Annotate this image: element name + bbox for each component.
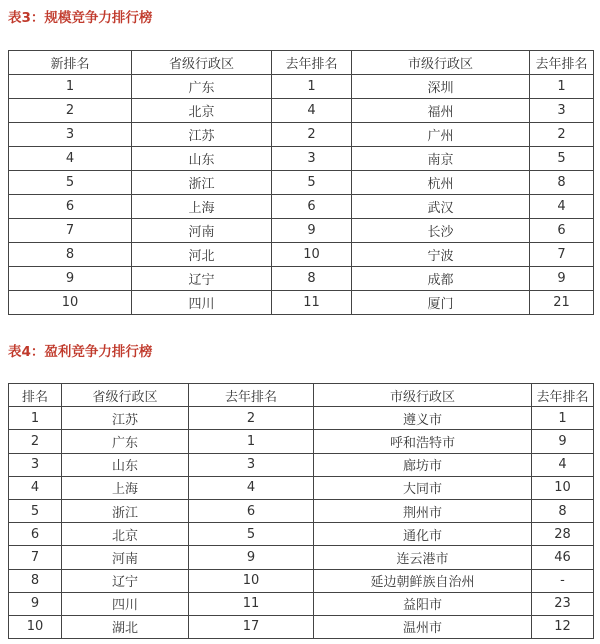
province-cell: 北京 [62, 523, 189, 546]
city-cell: 深圳 [352, 75, 530, 99]
province-cell: 河北 [132, 243, 272, 267]
last-year-rank-cell: 6 [530, 219, 594, 243]
province-cell: 江苏 [62, 407, 189, 430]
rank-cell: 3 [9, 123, 132, 147]
rank-cell: 9 [9, 267, 132, 291]
table-row [9, 476, 594, 499]
table-row [9, 219, 594, 243]
last-year-rank-cell: 4 [532, 453, 594, 476]
last-year-rank-cell: 7 [530, 243, 594, 267]
table-row [9, 75, 594, 99]
province-cell: 江苏 [132, 123, 272, 147]
city-cell: 武汉 [352, 195, 530, 219]
last-year-rank-cell: 9 [189, 546, 314, 569]
rank-cell: 5 [9, 171, 132, 195]
province-cell: 河南 [62, 546, 189, 569]
rank-cell: 1 [9, 75, 132, 99]
last-year-rank-cell: 5 [189, 523, 314, 546]
province-cell: 四川 [132, 291, 272, 315]
last-year-rank-cell: 11 [189, 592, 314, 615]
last-year-rank-cell: 2 [530, 123, 594, 147]
city-cell: 福州 [352, 99, 530, 123]
table-row [9, 546, 594, 569]
rank-cell: 10 [9, 291, 132, 315]
last-year-rank-cell: 4 [189, 476, 314, 499]
city-cell: 连云港市 [314, 546, 532, 569]
table-row [9, 430, 594, 453]
header-last-year-rank: 去年排名 [530, 51, 594, 75]
table-row [9, 291, 594, 315]
rank-cell: 2 [9, 430, 62, 453]
province-cell: 广东 [62, 430, 189, 453]
province-cell: 河南 [132, 219, 272, 243]
last-year-rank-cell: 6 [272, 195, 352, 219]
header-city: 市级行政区 [314, 384, 532, 407]
last-year-rank-cell: 28 [532, 523, 594, 546]
table-row [9, 453, 594, 476]
city-cell: 延边朝鲜族自治州 [314, 569, 532, 592]
province-cell: 上海 [62, 476, 189, 499]
city-cell: 厦门 [352, 291, 530, 315]
header-rank: 排名 [9, 384, 62, 407]
last-year-rank-cell: 3 [272, 147, 352, 171]
header-last-year-rank: 去年排名 [272, 51, 352, 75]
table-row [9, 523, 594, 546]
province-cell: 湖北 [62, 615, 189, 638]
city-cell: 宁波 [352, 243, 530, 267]
last-year-rank-cell: 10 [272, 243, 352, 267]
province-cell: 北京 [132, 99, 272, 123]
last-year-rank-cell: 5 [272, 171, 352, 195]
last-year-rank-cell: 46 [532, 546, 594, 569]
city-cell: 长沙 [352, 219, 530, 243]
header-city: 市级行政区 [352, 51, 530, 75]
last-year-rank-cell: 5 [530, 147, 594, 171]
profit-competitiveness-table [8, 383, 594, 639]
table-row [9, 99, 594, 123]
rank-cell: 3 [9, 453, 62, 476]
province-cell: 四川 [62, 592, 189, 615]
table-header-row [9, 384, 594, 407]
city-cell: 杭州 [352, 171, 530, 195]
last-year-rank-cell: 10 [532, 476, 594, 499]
last-year-rank-cell: 1 [532, 407, 594, 430]
last-year-rank-cell: 8 [272, 267, 352, 291]
rank-cell: 4 [9, 476, 62, 499]
province-cell: 上海 [132, 195, 272, 219]
province-cell: 辽宁 [62, 569, 189, 592]
table-row [9, 615, 594, 638]
city-cell: 温州市 [314, 615, 532, 638]
last-year-rank-cell: 4 [530, 195, 594, 219]
table-row [9, 499, 594, 522]
table3-title: 表3：规模竞争力排行榜 [8, 10, 153, 26]
table-row [9, 195, 594, 219]
province-cell: 广东 [132, 75, 272, 99]
province-cell: 浙江 [132, 171, 272, 195]
last-year-rank-cell: 9 [272, 219, 352, 243]
rank-cell: 6 [9, 195, 132, 219]
city-cell: 廊坊市 [314, 453, 532, 476]
last-year-rank-cell: 11 [272, 291, 352, 315]
city-cell: 呼和浩特市 [314, 430, 532, 453]
province-cell: 山东 [62, 453, 189, 476]
rank-cell: 2 [9, 99, 132, 123]
last-year-rank-cell: 6 [189, 499, 314, 522]
table-row [9, 267, 594, 291]
table-row [9, 147, 594, 171]
table-row [9, 123, 594, 147]
city-cell: 广州 [352, 123, 530, 147]
city-cell: 遵义市 [314, 407, 532, 430]
rank-cell: 6 [9, 523, 62, 546]
last-year-rank-cell: 3 [189, 453, 314, 476]
rank-cell: 8 [9, 243, 132, 267]
last-year-rank-cell: 1 [530, 75, 594, 99]
table-row [9, 407, 594, 430]
last-year-rank-cell: 12 [532, 615, 594, 638]
last-year-rank-cell: 8 [530, 171, 594, 195]
last-year-rank-cell: 9 [532, 430, 594, 453]
rank-cell: 4 [9, 147, 132, 171]
last-year-rank-cell: 4 [272, 99, 352, 123]
header-last-year-rank: 去年排名 [532, 384, 594, 407]
province-cell: 辽宁 [132, 267, 272, 291]
last-year-rank-cell: 10 [189, 569, 314, 592]
scale-competitiveness-table [8, 50, 594, 315]
last-year-rank-cell: 1 [189, 430, 314, 453]
rank-cell: 1 [9, 407, 62, 430]
rank-cell: 10 [9, 615, 62, 638]
last-year-rank-cell: - [532, 569, 594, 592]
last-year-rank-cell: 3 [530, 99, 594, 123]
city-cell: 益阳市 [314, 592, 532, 615]
header-province: 省级行政区 [132, 51, 272, 75]
city-cell: 荆州市 [314, 499, 532, 522]
header-new-rank: 新排名 [9, 51, 132, 75]
city-cell: 南京 [352, 147, 530, 171]
province-cell: 浙江 [62, 499, 189, 522]
last-year-rank-cell: 2 [272, 123, 352, 147]
rank-cell: 8 [9, 569, 62, 592]
rank-cell: 9 [9, 592, 62, 615]
table-row [9, 592, 594, 615]
header-last-year-rank: 去年排名 [189, 384, 314, 407]
last-year-rank-cell: 9 [530, 267, 594, 291]
table-row [9, 243, 594, 267]
rank-cell: 7 [9, 219, 132, 243]
city-cell: 成都 [352, 267, 530, 291]
rank-cell: 5 [9, 499, 62, 522]
table-row [9, 569, 594, 592]
last-year-rank-cell: 8 [532, 499, 594, 522]
last-year-rank-cell: 23 [532, 592, 594, 615]
rank-cell: 7 [9, 546, 62, 569]
header-province: 省级行政区 [62, 384, 189, 407]
table-header-row [9, 51, 594, 75]
last-year-rank-cell: 17 [189, 615, 314, 638]
table-row [9, 171, 594, 195]
last-year-rank-cell: 2 [189, 407, 314, 430]
city-cell: 大同市 [314, 476, 532, 499]
last-year-rank-cell: 1 [272, 75, 352, 99]
city-cell: 通化市 [314, 523, 532, 546]
last-year-rank-cell: 21 [530, 291, 594, 315]
province-cell: 山东 [132, 147, 272, 171]
table4-title: 表4：盈利竞争力排行榜 [8, 344, 153, 360]
